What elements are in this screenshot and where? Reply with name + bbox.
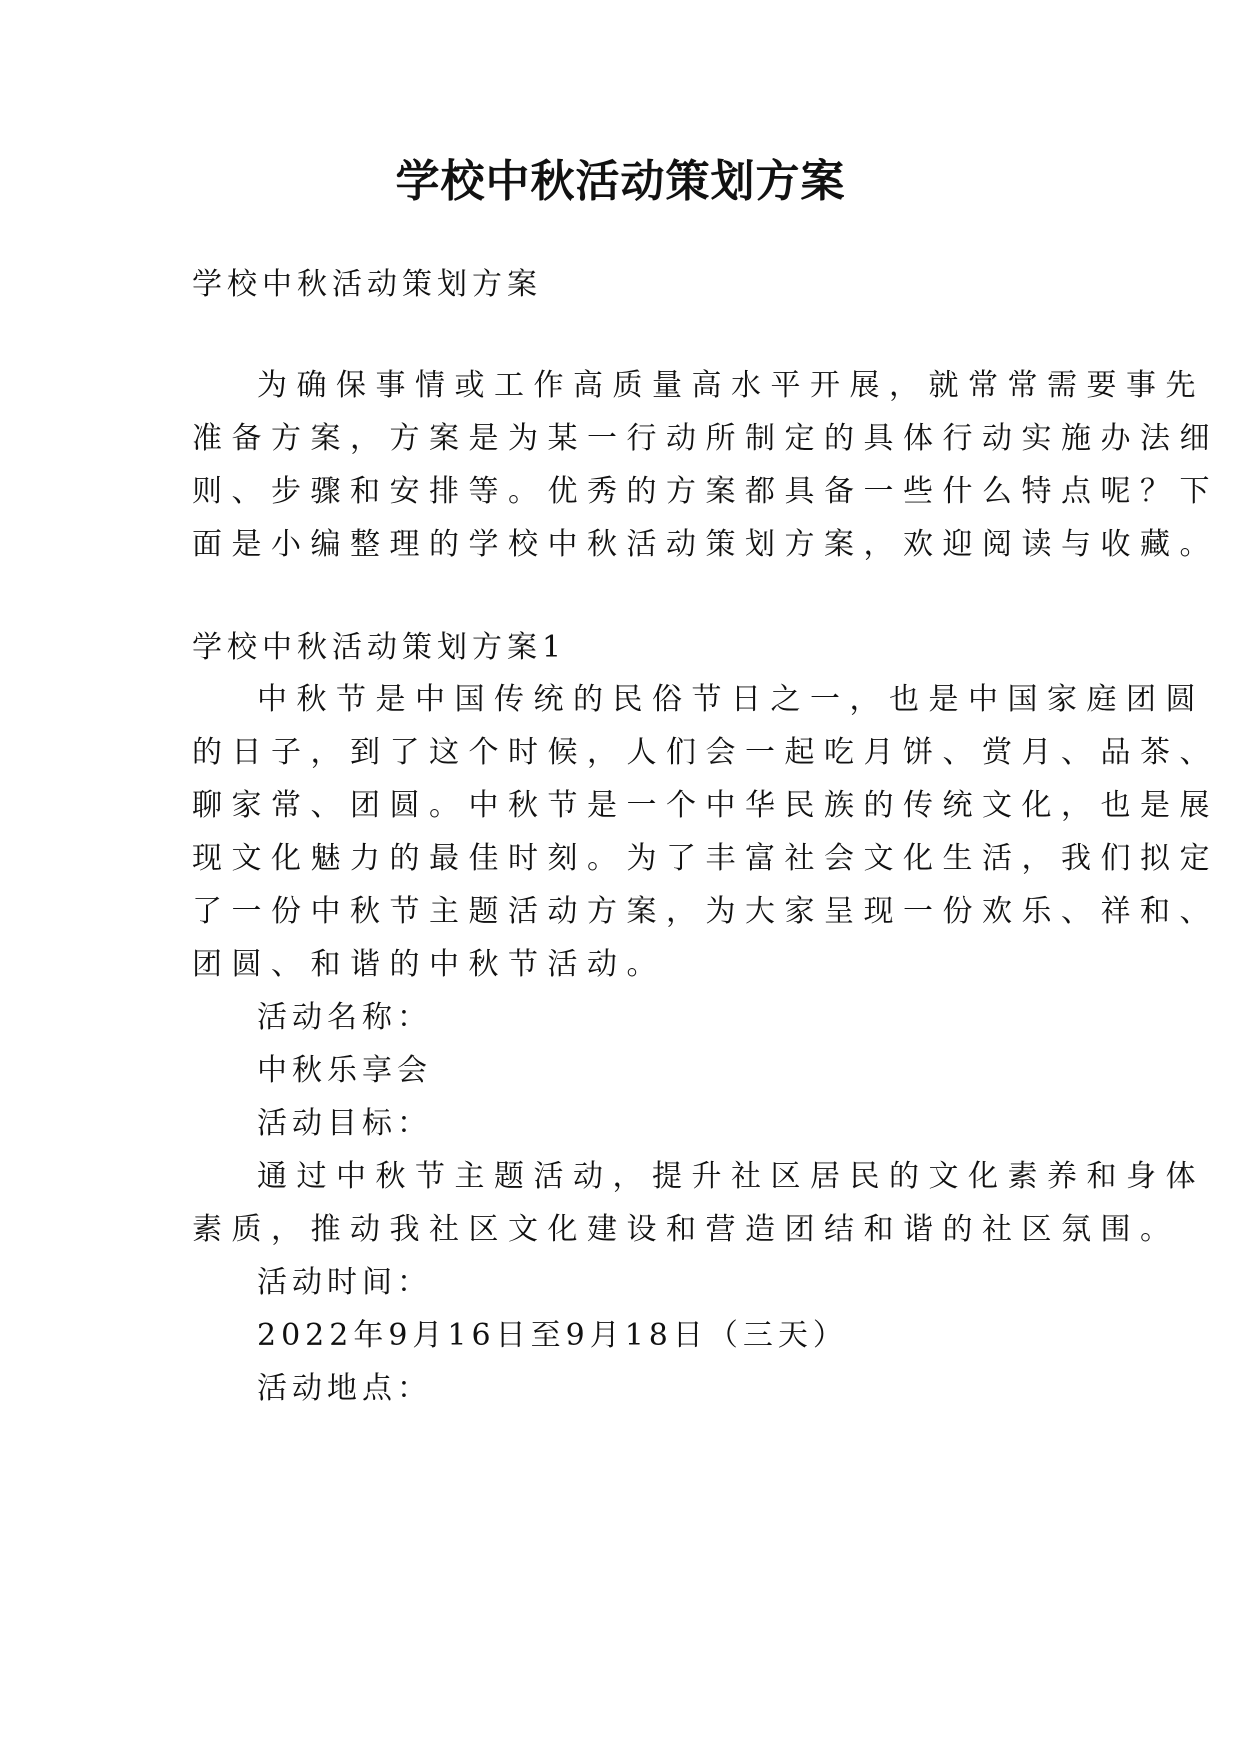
activity-goal-label: 活动目标：: [257, 1106, 432, 1141]
section-para-line-1: 中秋节是中国传统的民俗节日之一，也是中国家庭团圆: [257, 682, 1205, 717]
activity-name-label: 活动名称：: [257, 1000, 432, 1035]
section-para-line-4: 现文化魅力的最佳时刻。为了丰富社会文化生活，我们拟定: [192, 841, 1219, 876]
section-heading: 学校中秋活动策划方案1: [192, 630, 567, 665]
activity-time-label: 活动时间：: [257, 1265, 432, 1300]
section-para-line-6: 团圆、和谐的中秋节活动。: [192, 947, 666, 982]
section-para-line-5: 了一份中秋节主题活动方案，为大家呈现一份欢乐、祥和、: [192, 894, 1219, 929]
activity-place-label: 活动地点：: [257, 1371, 432, 1406]
activity-goal-line-1: 通过中秋节主题活动，提升社区居民的文化素养和身体: [257, 1159, 1205, 1194]
section-para-line-3: 聊家常、团圆。中秋节是一个中华民族的传统文化，也是展: [192, 788, 1219, 823]
intro-line-1: 为确保事情或工作高质量高水平开展，就常常需要事先: [257, 368, 1205, 403]
activity-time-value: 2022年9月16日至9月18日（三天）: [257, 1318, 848, 1353]
intro-line-3: 则、步骤和安排等。优秀的方案都具备一些什么特点呢？下: [192, 474, 1219, 509]
intro-line-2: 准备方案，方案是为某一行动所制定的具体行动实施办法细: [192, 421, 1219, 456]
intro-line-4: 面是小编整理的学校中秋活动策划方案，欢迎阅读与收藏。: [192, 527, 1219, 562]
activity-name-value: 中秋乐享会: [257, 1053, 432, 1088]
document-subtitle: 学校中秋活动策划方案: [192, 267, 542, 302]
document-title: 学校中秋活动策划方案: [395, 156, 846, 207]
activity-goal-line-2: 素质，推动我社区文化建设和营造团结和谐的社区氛围。: [192, 1212, 1180, 1247]
section-para-line-2: 的日子，到了这个时候，人们会一起吃月饼、赏月、品茶、: [192, 735, 1219, 770]
